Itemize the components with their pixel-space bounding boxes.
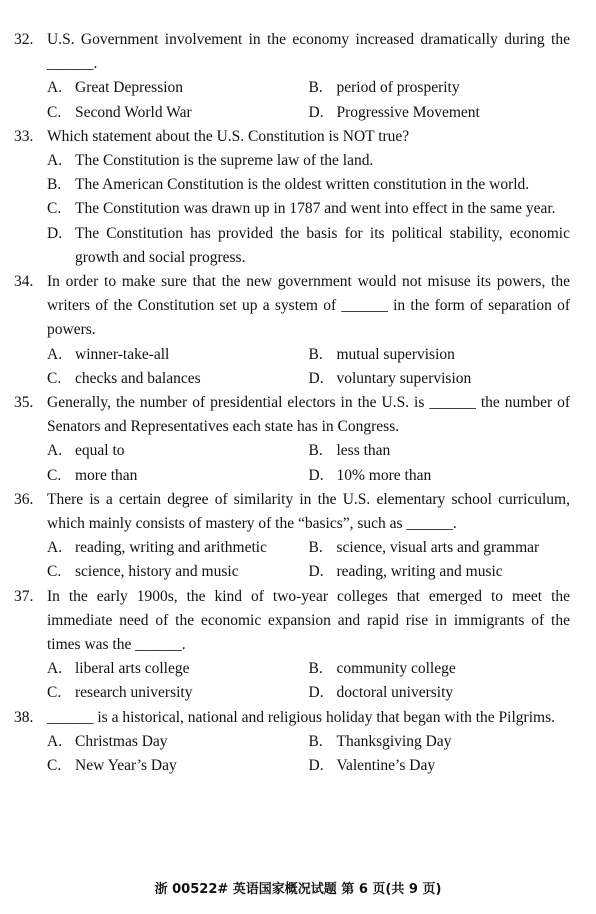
option-text: reading, writing and arithmetic [75,539,267,557]
options [47,536,570,584]
option-d [47,222,570,270]
option-letter: C. [47,369,62,387]
option-c [47,560,309,584]
option-letter: B. [308,442,323,460]
question-38 [14,706,570,779]
option-b [47,173,570,197]
question-37 [14,585,570,706]
options [47,149,570,270]
option-letter: B. [308,345,323,363]
option-letter: D. [47,224,63,242]
option-letter: D. [308,563,324,581]
options [47,439,570,487]
option-b [309,343,571,367]
option-d [309,560,571,584]
question-stem: There is a certain degree of similarity in the U.S. elementary school curriculum, which mainly consists of mastery of the “basics”, such as ______. [47,490,570,533]
question-stem: U.S. Government involvement in the economy increased dramatically during the ______. [47,31,570,73]
option-text: science, visual arts and grammar [336,539,540,557]
option-a [47,149,570,173]
option-a [47,76,309,100]
option-a [47,343,309,367]
option-c [47,367,309,391]
option-text: research university [75,684,193,702]
option-letter: C. [47,103,62,121]
option-c [47,101,309,125]
option-letter: B. [308,79,323,97]
question-number: 34. [14,273,34,291]
question-number: 37. [14,587,34,605]
option-letter: A. [47,442,63,460]
option-text: Thanksgiving Day [336,732,452,750]
option-letter: A. [47,732,63,750]
option-letter: C. [47,757,62,775]
option-letter: B. [308,539,323,557]
option-letter: B. [47,176,62,194]
question-35 [14,391,570,488]
option-d [309,681,571,705]
option-b [309,536,571,560]
option-c [47,197,570,221]
option-text: liberal arts college [75,660,190,678]
option-text: The Constitution is the supreme law of the land. [75,152,374,170]
option-text: reading, writing and music [336,563,503,581]
option-text: Progressive Movement [336,103,480,121]
option-letter: C. [47,200,62,218]
option-text: winner-take-all [75,345,170,363]
option-b [309,730,571,754]
option-text: less than [336,442,391,460]
question-number: 33. [14,127,34,145]
option-b [309,76,571,100]
option-text: New Year’s Day [75,757,177,775]
option-b [309,657,571,681]
question-stem: Generally, the number of presidential electors in the U.S. is ______ the number of Senators and Representatives each state has in Congress. [47,394,570,436]
option-text: mutual supervision [336,345,455,363]
options [47,76,570,124]
question-number: 38. [14,708,34,726]
option-text: The Constitution was drawn up in 1787 and went into effect in the same year. [75,200,556,218]
option-d [309,754,571,778]
option-c [47,464,309,488]
options [47,343,570,391]
option-letter: B. [308,660,323,678]
option-d [309,464,571,488]
option-d [309,367,571,391]
page-footer: 浙 00522# 英语国家概况试题 第 6 页(共 9 页) [154,882,442,897]
option-text: voluntary supervision [336,369,472,387]
option-letter: D. [308,466,324,484]
option-letter: B. [308,732,323,750]
question-36 [14,488,570,585]
option-letter: A. [47,660,63,678]
option-letter: D. [308,684,324,702]
option-text: The American Constitution is the oldest written constitution in the world. [75,176,530,194]
option-text: more than [75,466,138,484]
option-letter: D. [308,369,324,387]
option-c [47,681,309,705]
option-letter: D. [308,757,324,775]
option-text: checks and balances [75,369,201,387]
option-d [309,101,571,125]
option-text: science, history and music [75,563,239,581]
option-letter: C. [47,684,62,702]
options [47,657,570,705]
option-text: Great Depression [75,79,184,97]
option-a [47,536,309,560]
option-letter: A. [47,152,63,170]
option-text: Valentine’s Day [336,757,436,775]
option-letter: A. [47,345,63,363]
option-c [47,754,309,778]
option-text: The Constitution has provided the basis for its political stability, economic growth and social progress. [75,224,570,266]
question-34 [14,270,570,391]
option-letter: A. [47,79,63,97]
option-text: period of prosperity [336,79,460,97]
option-a [47,730,309,754]
question-number: 32. [14,31,34,48]
question-33 [14,125,570,270]
option-text: community college [336,660,456,678]
question-stem: In the early 1900s, the kind of two-year colleges that emerged to meet the immediate need of the economic expansion and rapid rise in immigrants of the times was the ______. [47,587,570,654]
option-letter: A. [47,539,63,557]
question-stem: Which statement about the U.S. Constitution is NOT true? [47,127,410,145]
option-text: doctoral university [336,684,454,702]
option-text: equal to [75,442,125,460]
option-letter: C. [47,466,62,484]
option-letter: C. [47,563,62,581]
option-a [47,439,309,463]
option-text: Christmas Day [75,732,168,750]
option-b [309,439,571,463]
option-letter: D. [308,103,324,121]
question-32 [14,28,570,125]
question-stem: In order to make sure that the new government would not misuse its powers, the writers of the Constitution set up a system of ______ in the form of separation of powers. [47,273,570,339]
option-text: 10% more than [336,466,432,484]
option-text: Second World War [75,103,192,121]
options [47,730,570,778]
question-number: 35. [14,394,34,412]
question-stem: ______ is a historical, national and religious holiday that began with the Pilgrims. [47,708,555,726]
question-number: 36. [14,490,34,508]
option-a [47,657,309,681]
